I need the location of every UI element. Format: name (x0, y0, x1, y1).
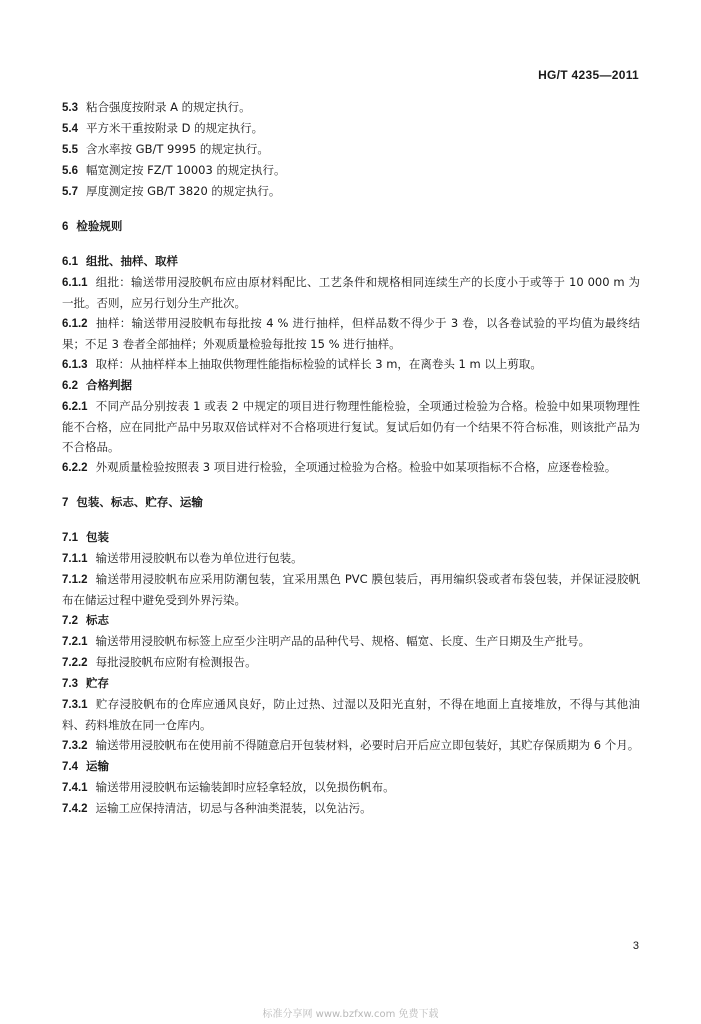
clause-5-7 (62, 181, 640, 202)
clause-number: 7.3.1 (62, 699, 88, 711)
clause-text: 含水率按 GB/T 9995 的规定执行。 (86, 142, 269, 156)
clause-text: 取样：从抽样样本上抽取供物理性能指标检验的试样长 3 m，在离卷头 1 m 以上剪取。 (95, 357, 542, 371)
clause-text: 输送带用浸胶帆布运输装卸时应轻拿轻放，以免损伤帆布。 (95, 780, 395, 794)
clause-7-4-2 (62, 798, 640, 819)
page-number: 3 (632, 940, 639, 952)
clause-text: 幅宽测定按 FZ/T 10003 的规定执行。 (86, 163, 286, 177)
watermark-footer: 标准分享网 www.bzfxw.com 免费下载 (262, 1009, 439, 1020)
clause-7-3-1 (62, 694, 640, 735)
clause-number: 7.3.2 (62, 740, 88, 752)
clause-number: 6.2.2 (62, 462, 88, 474)
clause-text: 抽样：输送带用浸胶帆布每批按 4 % 进行抽样，但样品数不得少于 3 卷，以各卷试验的平均值为最终结果；不足 3 卷者全部抽样；外观质量检验每批按 15 % 进行抽样。 (62, 316, 640, 351)
subsection-6-1-heading (62, 251, 640, 272)
clause-5-4 (62, 118, 640, 139)
standard-code: HG/T 4235—2011 (538, 68, 639, 82)
clause-number: 5.7 (62, 186, 78, 198)
section-number: 7.1 (62, 532, 78, 544)
clause-number: 6.1.2 (62, 318, 88, 330)
clause-6-1-2 (62, 313, 640, 354)
section-7-heading (62, 492, 640, 513)
clause-6-1-1 (62, 272, 640, 313)
clause-6-1-3 (62, 354, 640, 375)
clause-number: 5.4 (62, 123, 78, 135)
subsection-7-2-heading (62, 610, 640, 631)
section-title: 运输 (86, 759, 109, 773)
clause-number: 7.1.1 (62, 553, 88, 565)
clause-text: 输送带用浸胶帆布在使用前不得随意启开包装材料，必要时启开后应立即包装好，其贮存保质期为 6 个月。 (95, 738, 640, 752)
section-title: 包装、标志、贮存、运输 (76, 495, 203, 509)
section-title: 标志 (86, 613, 109, 627)
clause-number: 7.4.2 (62, 803, 88, 815)
clause-6-2-2 (62, 457, 640, 478)
section-title: 贮存 (86, 676, 109, 690)
clause-7-2-2 (62, 652, 640, 673)
clause-number: 5.3 (62, 102, 78, 114)
clause-5-3 (62, 97, 640, 118)
clause-number: 7.4.1 (62, 782, 88, 794)
subsection-7-3-heading (62, 673, 640, 694)
clause-7-4-1 (62, 777, 640, 798)
section-number: 6 (62, 221, 69, 233)
clause-text: 输送带用浸胶帆布应采用防潮包装，宜采用黑色 PVC 膜包装后，再用编织袋或者布袋包装，并保证浸胶帆布在储运过程中避免受到外界污染。 (62, 572, 640, 607)
clause-text: 运输工应保持清洁，切忌与各种油类混装，以免沾污。 (95, 801, 372, 815)
subsection-7-4-heading (62, 756, 640, 777)
subsection-7-1-heading (62, 527, 640, 548)
section-title: 组批、抽样、取样 (86, 254, 178, 268)
clause-number: 5.6 (62, 165, 78, 177)
section-6-heading (62, 216, 640, 237)
clause-text: 每批浸胶帆布应附有检测报告。 (95, 655, 257, 669)
clause-7-2-1 (62, 631, 640, 652)
section-number: 7.2 (62, 615, 78, 627)
clause-number: 6.1.3 (62, 359, 88, 371)
clause-text: 粘合强度按附录 A 的规定执行。 (86, 100, 251, 114)
clause-number: 6.1.1 (62, 277, 88, 289)
clause-text: 贮存浸胶帆布的仓库应通风良好，防止过热、过湿以及阳光直射，不得在地面上直接堆放，不得与其他油料、药料堆放在同一仓库内。 (62, 697, 640, 732)
clause-7-1-1 (62, 548, 640, 569)
clause-number: 7.2.1 (62, 636, 88, 648)
section-title: 检验规则 (76, 219, 123, 233)
clause-number: 5.5 (62, 144, 78, 156)
section-title: 包装 (86, 530, 109, 544)
section-number: 6.1 (62, 256, 78, 268)
section-number: 7.3 (62, 678, 78, 690)
clause-text: 厚度测定按 GB/T 3820 的规定执行。 (86, 184, 281, 198)
section-number: 7.4 (62, 761, 78, 773)
section-number: 7 (62, 497, 69, 509)
clause-text: 平方米干重按附录 D 的规定执行。 (86, 121, 264, 135)
section-number: 6.2 (62, 380, 78, 392)
clause-number: 7.1.2 (62, 574, 88, 586)
clause-text: 外观质量检验按照表 3 项目进行检验，全项通过检验为合格。检验中如某项指标不合格，应逐卷检验。 (95, 460, 617, 474)
subsection-6-2-heading (62, 375, 640, 396)
clause-7-1-2 (62, 569, 640, 610)
clause-6-2-1 (62, 396, 640, 457)
section-title: 合格判据 (86, 378, 132, 392)
clause-text: 输送带用浸胶帆布以卷为单位进行包装。 (95, 551, 303, 565)
clause-text: 输送带用浸胶帆布标签上应至少注明产品的品种代号、规格、幅宽、长度、生产日期及生产批号。 (95, 634, 591, 648)
clause-7-3-2 (62, 735, 640, 756)
clause-number: 6.2.1 (62, 401, 88, 413)
clause-text: 组批：输送带用浸胶帆布应由原材料配比、工艺条件和规格相同连续生产的长度小于或等于 10 000 m 为一批。否则，应另行划分生产批次。 (62, 275, 640, 310)
clause-text: 不同产品分别按表 1 或表 2 中规定的项目进行物理性能检验，全项通过检验为合格。检验中如果项物理性能不合格，应在同批产品中另取双倍试样对不合格项进行复试。复试后如仍有一个结果不符合标准，则该批产品为不合格品。 (62, 399, 640, 454)
clause-5-5 (62, 139, 640, 160)
document-body (62, 97, 640, 819)
clause-number: 7.2.2 (62, 657, 88, 669)
clause-5-6 (62, 160, 640, 181)
